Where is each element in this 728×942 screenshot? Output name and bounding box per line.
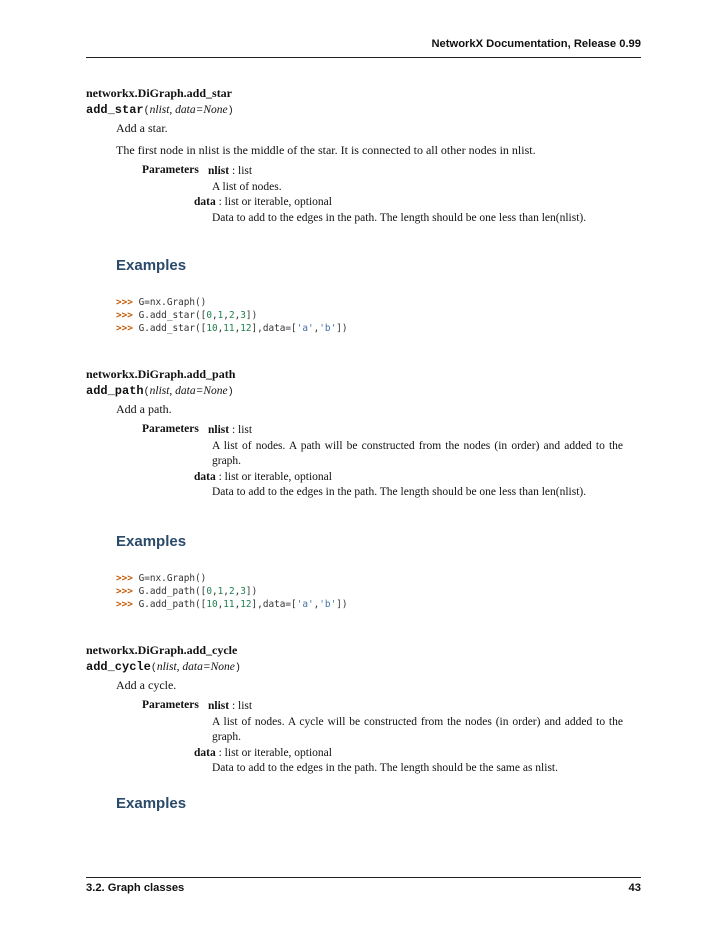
parameters-label: Parameters bbox=[142, 699, 199, 711]
summary-text: Add a star. bbox=[116, 121, 168, 135]
code-line: G.add_path([10,11,12],data=['a','b']) bbox=[138, 599, 348, 610]
examples-heading: Examples bbox=[116, 533, 187, 550]
footer-rule bbox=[86, 877, 641, 878]
doc-entry-add-cycle bbox=[86, 643, 641, 777]
function-args: nlist, data=None bbox=[149, 104, 228, 116]
code-line: G=nx.Graph() bbox=[138, 297, 207, 308]
parameters-block bbox=[142, 164, 641, 226]
param-description: Data to add to the edges in the path. The length should be one less than len(nlist). bbox=[212, 211, 587, 224]
code-prompt: >>> bbox=[116, 599, 133, 610]
param-description: Data to add to the edges in the path. The length should be one less than len(nlist). bbox=[212, 486, 587, 498]
function-signature: add_cycle(nlist, data=None) bbox=[86, 660, 241, 674]
entry-full-name: networkx.DiGraph.add_path bbox=[86, 367, 236, 381]
param-nlist bbox=[208, 423, 641, 439]
parameters-label: Parameters bbox=[142, 164, 199, 176]
param-description: A list of nodes. A cycle will be constructed from the nodes (in order) and added to the graph. bbox=[212, 715, 623, 743]
param-data bbox=[194, 195, 641, 211]
function-signature: add_star(nlist, data=None) bbox=[86, 103, 234, 117]
parameters-block bbox=[142, 423, 641, 501]
param-name: nlist bbox=[208, 165, 230, 177]
summary-text: Add a cycle. bbox=[116, 678, 177, 692]
code-line: G.add_path([0,1,2,3]) bbox=[138, 586, 258, 597]
entry-full-name: networkx.DiGraph.add_cycle bbox=[86, 643, 238, 657]
param-name: data bbox=[194, 470, 216, 483]
footer-section: 3.2. Graph classes bbox=[86, 882, 185, 894]
page-number: 43 bbox=[628, 882, 641, 894]
param-type: : list bbox=[229, 424, 253, 436]
function-name: add_cycle bbox=[86, 660, 151, 674]
param-description: A list of nodes. A path will be constructed from the nodes (in order) and added to the graph. bbox=[212, 439, 623, 467]
param-type: : list or iterable, optional bbox=[215, 470, 332, 483]
param-description: A list of nodes. bbox=[212, 180, 282, 193]
header-rule bbox=[86, 57, 641, 58]
code-line: G.add_star([0,1,2,3]) bbox=[138, 310, 258, 321]
doc-entry-add-star bbox=[86, 86, 641, 226]
code-example bbox=[116, 296, 348, 335]
running-header: NetworkX Documentation, Release 0.99 bbox=[431, 38, 641, 50]
param-data bbox=[194, 746, 641, 762]
function-args: nlist, data=None bbox=[149, 385, 228, 397]
param-nlist bbox=[208, 699, 641, 715]
param-type: : list bbox=[229, 700, 253, 712]
param-data bbox=[194, 470, 641, 486]
code-example bbox=[116, 572, 348, 611]
param-type: : list bbox=[229, 165, 253, 177]
summary-text: Add a path. bbox=[116, 402, 172, 416]
code-line: G.add_star([10,11,12],data=['a','b']) bbox=[138, 323, 348, 334]
entry-full-name: networkx.DiGraph.add_star bbox=[86, 86, 233, 100]
parameters-block bbox=[142, 699, 641, 777]
code-line: G=nx.Graph() bbox=[138, 573, 207, 584]
code-prompt: >>> bbox=[116, 323, 133, 334]
doc-entry-add-path bbox=[86, 367, 641, 501]
function-name: add_star bbox=[86, 103, 144, 117]
param-nlist bbox=[208, 164, 641, 180]
code-prompt: >>> bbox=[116, 573, 133, 584]
param-name: nlist bbox=[208, 424, 230, 436]
param-name: data bbox=[194, 746, 216, 759]
code-prompt: >>> bbox=[116, 586, 133, 597]
examples-heading: Examples bbox=[116, 795, 187, 812]
examples-heading: Examples bbox=[116, 257, 187, 274]
function-signature: add_path(nlist, data=None) bbox=[86, 384, 234, 398]
code-prompt: >>> bbox=[116, 310, 133, 321]
param-name: nlist bbox=[208, 700, 230, 712]
function-args: nlist, data=None bbox=[156, 661, 235, 673]
code-prompt: >>> bbox=[116, 297, 133, 308]
function-name: add_path bbox=[86, 384, 144, 398]
parameters-label: Parameters bbox=[142, 423, 199, 435]
param-type: : list or iterable, optional bbox=[215, 746, 332, 759]
param-name: data bbox=[194, 196, 216, 208]
param-description: Data to add to the edges in the path. The length should be the same as nlist. bbox=[212, 762, 558, 774]
param-type: : list or iterable, optional bbox=[215, 196, 332, 208]
detail-text: The first node in nlist is the middle of the star. It is connected to all other nodes in nlist. bbox=[116, 143, 536, 157]
